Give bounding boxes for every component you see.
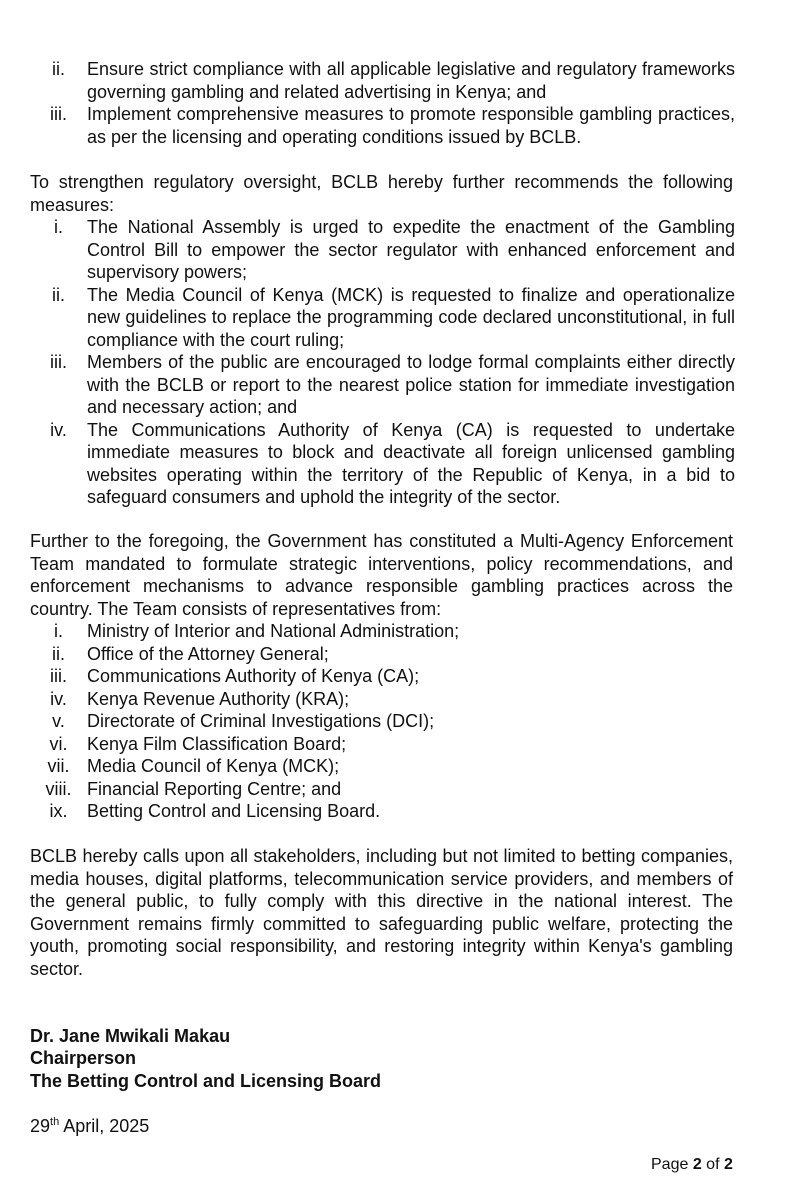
date-ordinal-suffix: th xyxy=(50,1116,60,1128)
team-intro-paragraph: Further to the foregoing, the Government has constituted a Multi-Agency Enforcement Team mandated to formulate strategic interventions, policy recommendations, and enforcement mechanisms to advance responsible gambling practices across the country. The Team consists of representatives from: xyxy=(30,531,733,619)
list-item xyxy=(30,800,735,823)
signatory-title: Chairperson xyxy=(30,1048,137,1068)
list-item-number: ii. xyxy=(52,643,65,664)
document-date xyxy=(30,1115,149,1138)
list-item xyxy=(30,284,735,352)
list-item xyxy=(30,710,735,733)
list-item xyxy=(30,620,735,643)
list-item-number: iv. xyxy=(50,688,67,709)
oversight-intro-paragraph: To strengthen regulatory oversight, BCLB hereby further recommends the following measures: xyxy=(30,172,733,215)
list-item xyxy=(30,419,735,509)
list-item xyxy=(30,643,735,666)
oversight-measures-list xyxy=(30,216,735,509)
list-item-text: Betting Control and Licensing Board. xyxy=(87,801,381,821)
list-item-number: i. xyxy=(54,621,63,641)
list-item-number: v. xyxy=(52,711,65,731)
list-item-number: vii. xyxy=(47,756,70,776)
list-item-number: vi. xyxy=(49,733,68,754)
date-month-year: April, 2025 xyxy=(59,1116,150,1136)
footer-total-pages: 2 xyxy=(723,1156,733,1173)
list-item-number: iv. xyxy=(50,419,67,440)
list-item-text: Ministry of Interior and National Administration; xyxy=(87,621,460,641)
list-item-text: Directorate of Criminal Investigations (DCI); xyxy=(87,711,435,731)
list-item-text: Media Council of Kenya (MCK); xyxy=(87,756,340,776)
list-item-number: iii. xyxy=(50,352,67,372)
list-item-number: iii. xyxy=(50,104,67,124)
list-item xyxy=(30,665,735,688)
list-item xyxy=(30,733,735,756)
footer-prefix: Page xyxy=(651,1156,693,1173)
list-item xyxy=(30,103,735,148)
list-item-number: ii. xyxy=(52,59,65,79)
signatory-name: Dr. Jane Mwikali Makau xyxy=(30,1026,231,1046)
list-item xyxy=(30,216,735,284)
list-item-text: Implement comprehensive measures to promote responsible gambling practices, as per the licensing and operating conditions issued by BCLB. xyxy=(87,104,735,147)
list-item xyxy=(30,755,735,778)
list-item-text: Members of the public are encouraged to lodge formal complaints either directly with the BCLB or report to the nearest police station for immediate investigation and necessary action; and xyxy=(87,352,735,417)
list-item xyxy=(30,688,735,711)
signatory-organization: The Betting Control and Licensing Board xyxy=(30,1071,381,1091)
list-item-number: iii. xyxy=(50,666,67,686)
closing-paragraph: BCLB hereby calls upon all stakeholders, including but not limited to betting companies, media houses, digital platforms, telecommunication service providers, and members of the general public, to fully comply with this directive in the national interest. The Government remains firmly committed to safeguarding public welfare, protecting the youth, promoting social responsibility, and restoring integrity within Kenya's gambling sector. xyxy=(30,846,733,979)
list-item-text: The Communications Authority of Kenya (CA) is requested to undertake immediate measures to block and deactivate all foreign unlicensed gambling websites operating within the territory of the Republic of Kenya, in a bid to safeguard consumers and uphold the integrity of the sector. xyxy=(87,419,735,507)
list-item-text: Communications Authority of Kenya (CA); xyxy=(87,666,420,686)
list-item-text: Office of the Attorney General; xyxy=(87,643,329,664)
list-item-number: ii. xyxy=(52,284,65,305)
list-item-text: Ensure strict compliance with all applicable legislative and regulatory frameworks governing gambling and related advertising in Kenya; and xyxy=(87,59,735,102)
continued-recommendations-list xyxy=(30,58,735,148)
list-item-number: ix. xyxy=(49,801,68,821)
list-item-text: Financial Reporting Centre; and xyxy=(87,778,342,799)
date-day: 29 xyxy=(30,1116,51,1136)
page-number-footer xyxy=(651,1154,733,1177)
list-item-number: viii. xyxy=(45,778,72,799)
list-item-text: Kenya Film Classification Board; xyxy=(87,733,347,754)
list-item-text: The Media Council of Kenya (MCK) is requested to finalize and operationalize new guidelines to replace the programming code declared unconstitutional, in full compliance with the court ruling; xyxy=(87,284,735,350)
footer-current-page: 2 xyxy=(692,1156,702,1173)
list-item xyxy=(30,351,735,419)
list-item-text: The National Assembly is urged to expedite the enactment of the Gambling Control Bill to empower the sector regulator with enhanced enforcement and supervisory powers; xyxy=(87,217,735,282)
list-item-text: Kenya Revenue Authority (KRA); xyxy=(87,688,350,709)
list-item xyxy=(30,58,735,103)
list-item-number: i. xyxy=(54,217,63,237)
footer-of: of xyxy=(701,1156,724,1173)
team-members-list xyxy=(30,620,735,823)
list-item xyxy=(30,778,735,801)
